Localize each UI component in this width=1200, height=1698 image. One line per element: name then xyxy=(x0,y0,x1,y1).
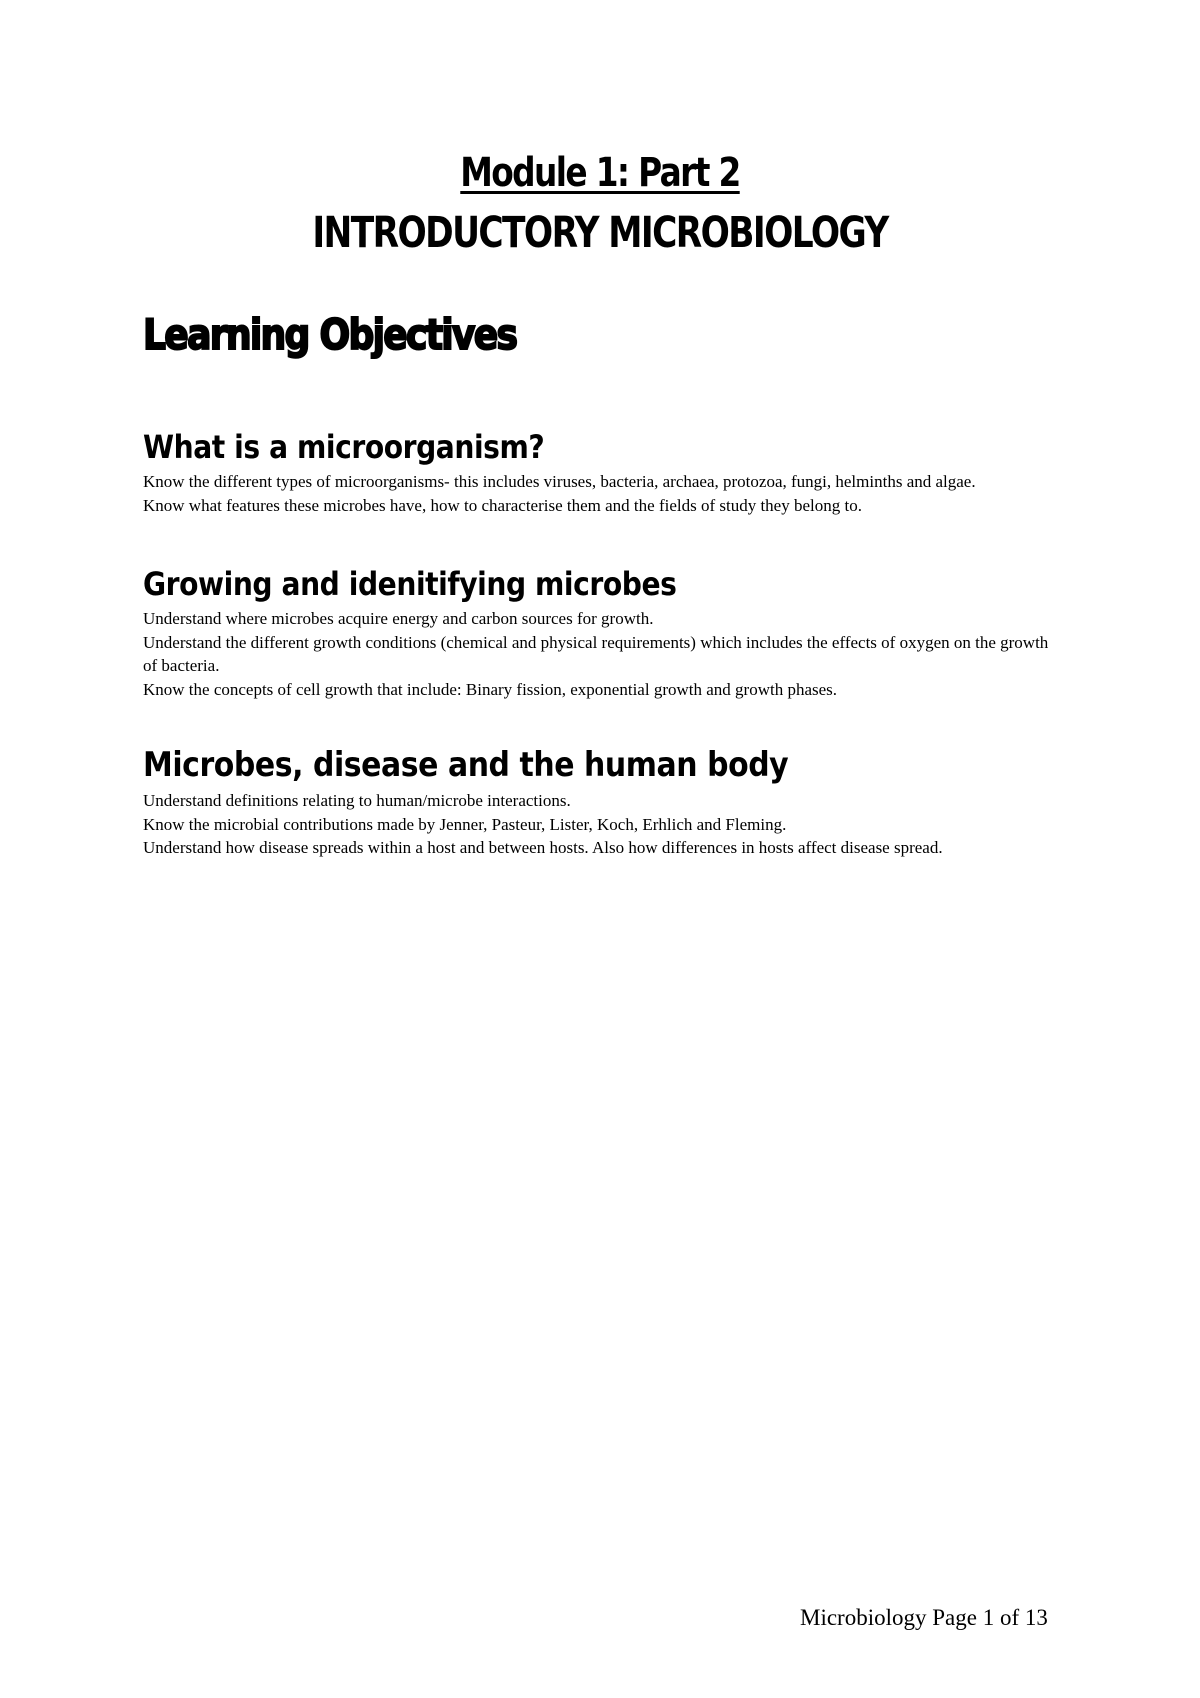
objective-line: Know the concepts of cell growth that include: Binary fission, exponential growth and growth phases. xyxy=(143,679,838,699)
learning-objectives-heading: Learning Objectives xyxy=(143,310,517,359)
objective-line: Understand the different growth conditions (chemical and physical requirements) which includes the effects of oxygen on the growth of bacteria. xyxy=(143,632,1049,675)
objective-line: Know what features these microbes have, how to characterise them and the fields of study they belong to. xyxy=(143,495,862,515)
module-title-text: Module 1: Part 2 xyxy=(460,150,740,196)
section-heading: Microbes, disease and the human body xyxy=(143,745,789,785)
course-title: INTRODUCTORY MICROBIOLOGY xyxy=(312,208,888,258)
module-title xyxy=(108,150,1092,196)
section-growing-and-identifying-microbes xyxy=(143,565,1063,701)
objective-line: Understand how disease spreads within a host and between hosts. Also how differences in hosts affect disease spread. xyxy=(143,838,943,857)
objective-line: Understand definitions relating to human/microbe interactions. xyxy=(143,791,571,810)
section-microbes-disease-human-body xyxy=(143,745,1063,860)
objective-line: Understand where microbes acquire energy and carbon sources for growth. xyxy=(143,609,654,628)
page-footer: Microbiology Page 1 of 13 xyxy=(800,1605,1048,1630)
section-what-is-a-microorganism xyxy=(143,428,1063,517)
section-heading: What is a microorganism? xyxy=(143,428,545,466)
objective-line: Know the microbial contributions made by Jenner, Pasteur, Lister, Koch, Erhlich and Fleming. xyxy=(143,814,787,834)
objective-line: Know the different types of microorganisms- this includes viruses, bacteria, archaea, protozoa, fungi, helminths and algae. xyxy=(143,472,976,491)
section-heading: Growing and idenitifying microbes xyxy=(143,565,677,603)
